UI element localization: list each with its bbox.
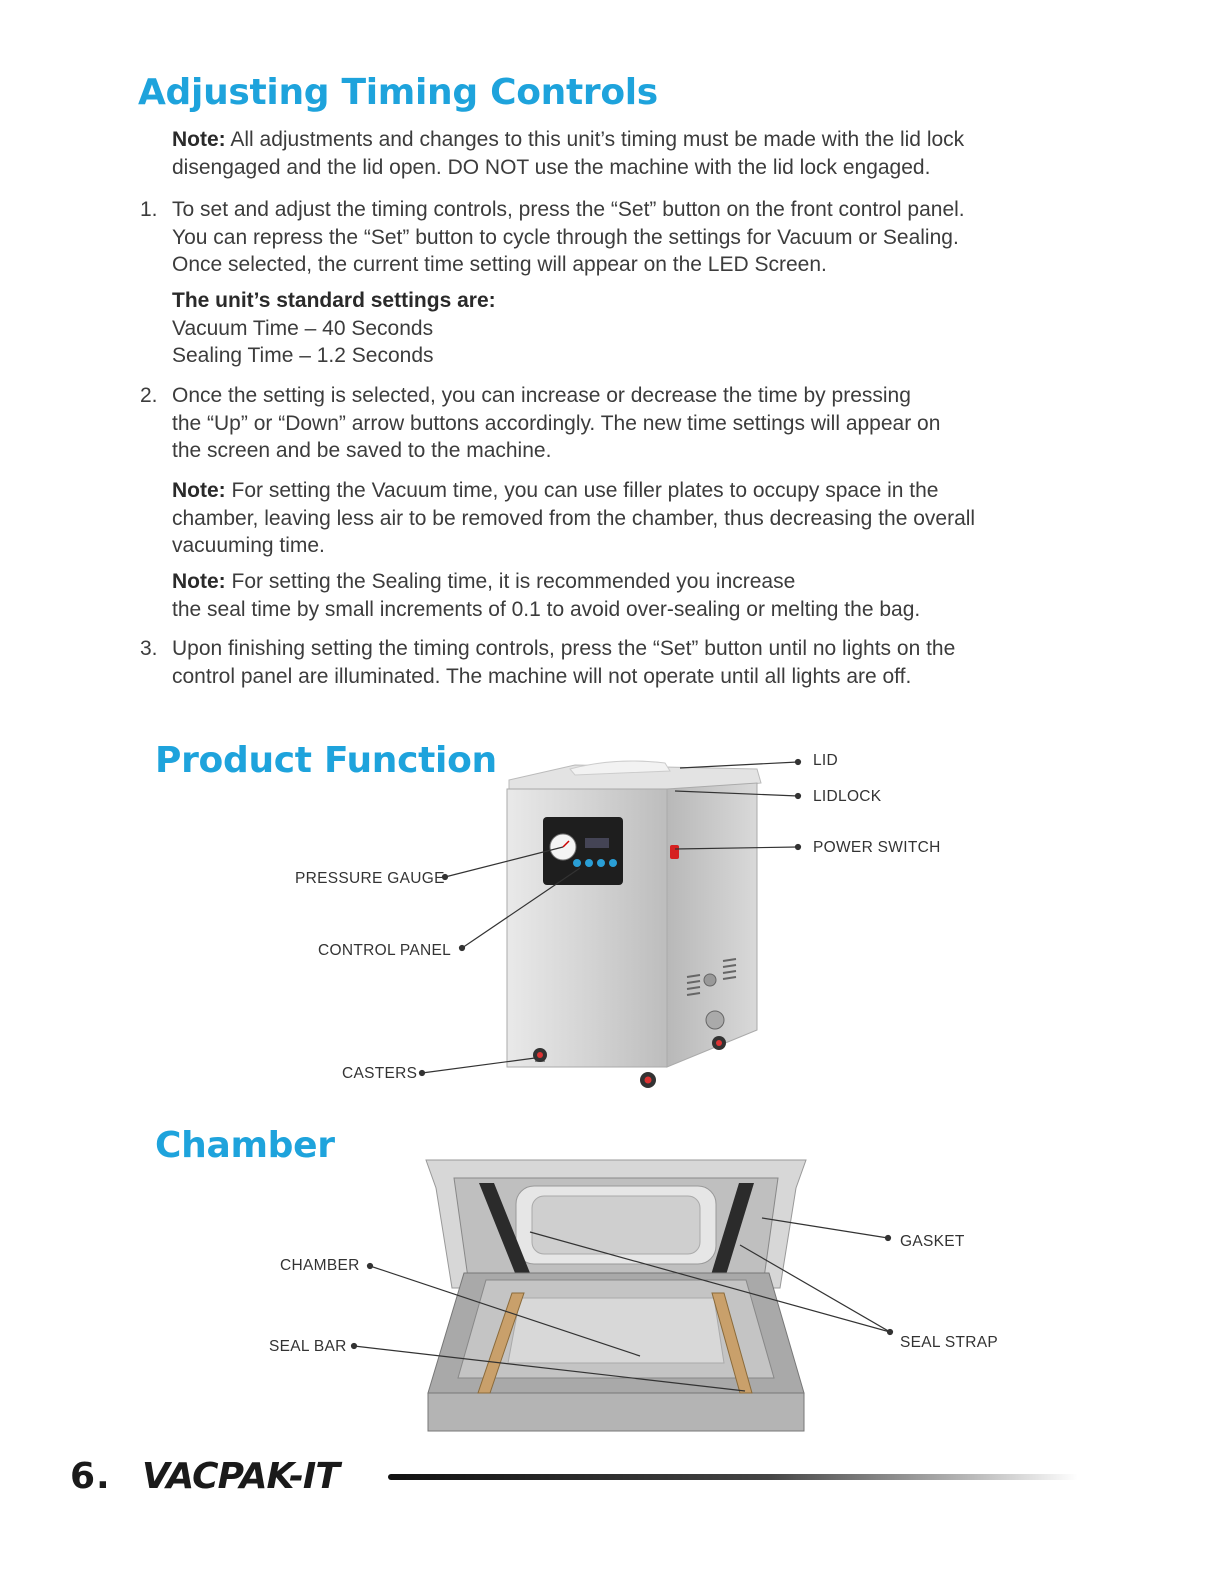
note-text: For setting the Sealing time, it is recommended you increase: [225, 570, 796, 593]
callout-chamber: CHAMBER: [280, 1257, 360, 1274]
callout-control-panel: CONTROL PANEL: [318, 942, 452, 959]
standard-settings-heading: The unit’s standard settings are:: [172, 289, 496, 312]
note-text: All adjustments and changes to this unit’s timing must be made with the lid lock: [225, 128, 965, 151]
note-label: Note:: [172, 570, 226, 593]
standard-vacuum-time: Vacuum Time – 40 Seconds: [172, 316, 434, 340]
note-text: the seal time by small increments of 0.1 to avoid over-sealing or melting the bag.: [172, 597, 921, 621]
callout-gasket: GASKET: [900, 1233, 965, 1250]
step-number: 1.: [140, 198, 158, 221]
callout-lid: LID: [813, 752, 839, 769]
note-text: For setting the Vacuum time, you can use filler plates to occupy space in the: [225, 479, 939, 502]
callout-power-switch: POWER SWITCH: [813, 839, 941, 856]
callout-casters: CASTERS: [342, 1065, 418, 1082]
callout-pressure-gauge: PRESSURE GAUGE: [295, 870, 445, 887]
note-text: disengaged and the lid open. DO NOT use the machine with the lid lock engaged.: [172, 155, 931, 179]
callout-seal-bar: SEAL BAR: [269, 1338, 347, 1355]
step-number: 2.: [140, 384, 158, 407]
note-label: Note:: [172, 128, 226, 151]
step-number: 3.: [140, 637, 158, 660]
page-number: 6.: [70, 1456, 111, 1497]
step-line: the “Up” or “Down” arrow buttons accordingly. The new time settings will appear on: [172, 411, 941, 435]
product-function-heading: Product Function: [155, 740, 497, 781]
step-line: Once selected, the current time setting will appear on the LED Screen.: [172, 253, 827, 276]
timing-heading: Adjusting Timing Controls: [138, 72, 658, 113]
callout-lidlock: LIDLOCK: [813, 788, 882, 805]
standard-sealing-time: Sealing Time – 1.2 Seconds: [172, 344, 434, 367]
step-line: You can repress the “Set” button to cycle through the settings for Vacuum or Sealing.: [172, 225, 959, 249]
footer-divider: [388, 1474, 1078, 1480]
step-line: control panel are illuminated. The machine will not operate until all lights are off.: [172, 664, 912, 688]
callout-seal-strap: SEAL STRAP: [900, 1334, 999, 1351]
brand-logo: VACPAK-IT: [142, 1456, 339, 1497]
step-line: To set and adjust the timing controls, press the “Set” button on the front control panel.: [172, 198, 965, 221]
note-text: vacuuming time.: [172, 534, 325, 557]
note-text: chamber, leaving less air to be removed from the chamber, thus decreasing the overall: [172, 506, 976, 530]
chamber-heading: Chamber: [155, 1125, 335, 1166]
step-line: Once the setting is selected, you can increase or decrease the time by pressing: [172, 384, 911, 407]
step-line: the screen and be saved to the machine.: [172, 439, 552, 462]
note-label: Note:: [172, 479, 226, 502]
step-line: Upon finishing setting the timing controls, press the “Set” button until no lights on the: [172, 637, 956, 660]
